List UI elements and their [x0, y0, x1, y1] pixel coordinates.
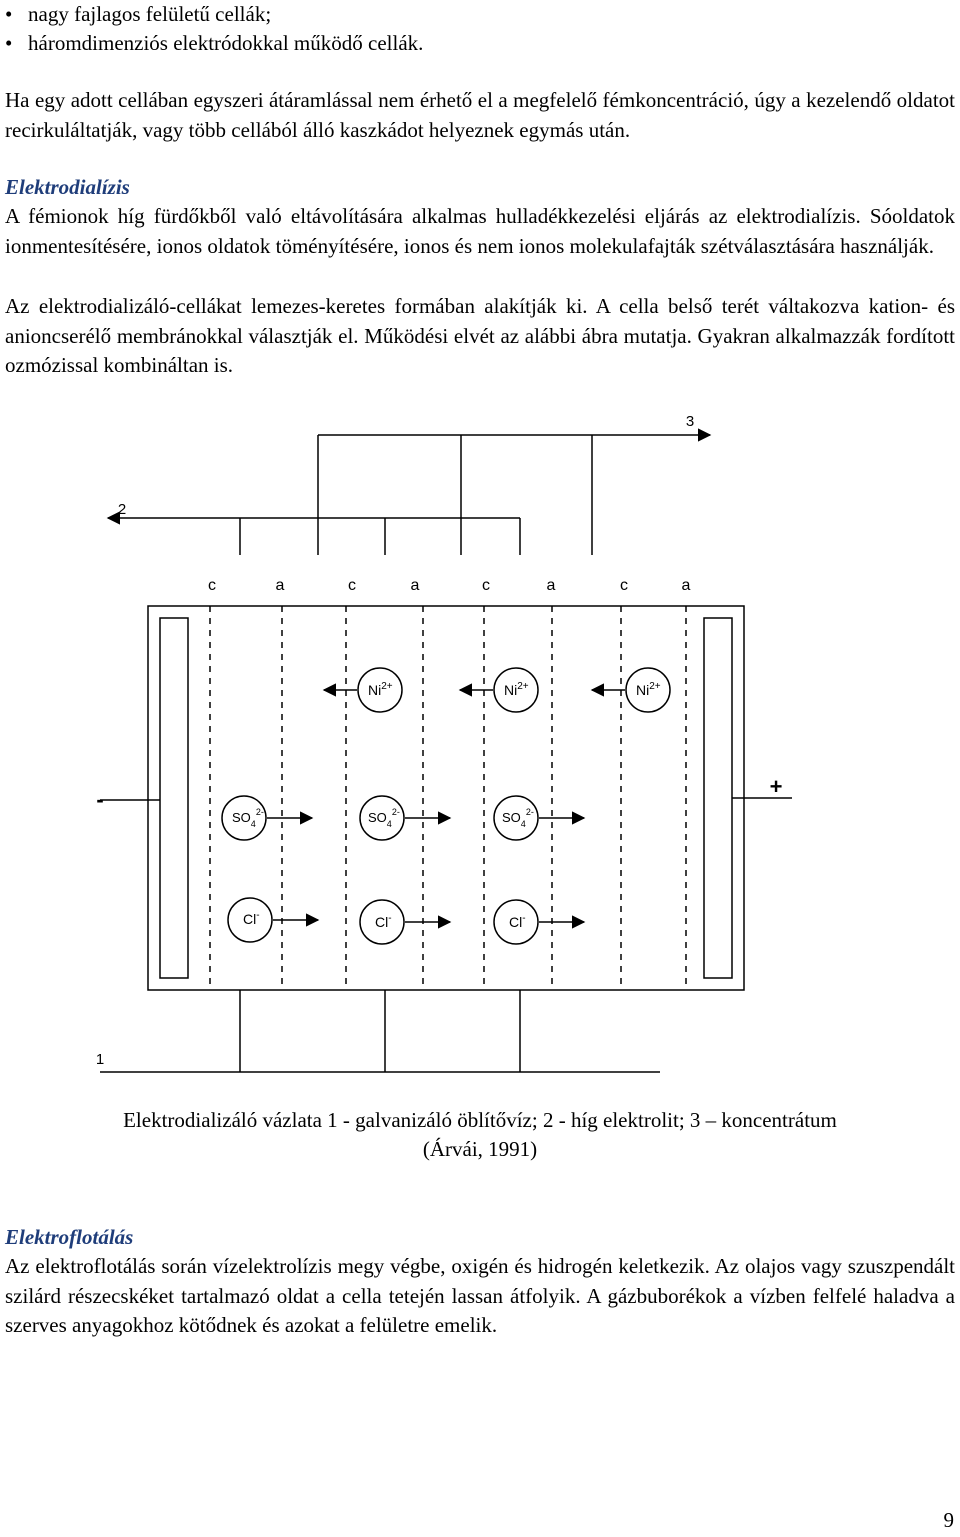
membrane-label: c: [482, 577, 490, 594]
membrane-label: c: [208, 577, 216, 594]
label-3: 3: [685, 413, 695, 430]
bullet-text: háromdimenziós elektródokkal működő cellák.: [28, 31, 424, 55]
membrane-label: a: [546, 577, 556, 594]
figure-caption-line-2: (Árvái, 1991): [422, 1137, 538, 1161]
label-2: 2: [117, 501, 127, 518]
minus-polarity: -: [96, 787, 104, 812]
label-1: 1: [95, 1051, 105, 1068]
paragraph-elektroflotalas: Az elektroflotálás során vízelektrolízis megy végbe, oxigén és hidrogén keletkezik. Az olajos vagy szuszpendált szilárd részecskéket tartalmazó oldat a cella tetején lassan átfolyik. A gázbuborékok a vízben felfelé haladva a szerves anyagokhoz kötődnek és azokat a felületre emelik.: [5, 1254, 955, 1337]
ion-so4: $SO_4^{2-}$: [502, 807, 534, 829]
anode-electrode: [704, 618, 732, 978]
membrane-label: a: [410, 577, 420, 594]
bullet-icon: •: [5, 31, 13, 55]
page-number: 9: [943, 1508, 954, 1532]
bullet-icon: •: [5, 2, 13, 26]
paragraph-recirculation: Ha egy adott cellában egyszeri átáramlással nem érhető el a megfelelő fémkoncentráció, úgy a kezelendő oldatot recirkuláltatják, vagy több cellából álló kaszkádot helyeznek egymás után.: [5, 88, 955, 142]
ion-ni: $Ni^{2+}$: [504, 681, 529, 698]
ion-ni: $Ni^{2+}$: [368, 681, 393, 698]
bullet-text: nagy fajlagos felületű cellák;: [28, 2, 272, 26]
cell-stack-frame: [148, 606, 744, 990]
bullet-item: [0, 29, 423, 58]
cathode-electrode: [160, 618, 188, 978]
membrane-label: a: [681, 577, 691, 594]
bullet-list: [0, 0, 423, 58]
ion-cl: Cl-: [243, 910, 260, 927]
paragraph-elektrodializis-2: Az elektrodializáló-cellákat lemezes-keretes formában alakítják ki. A cella belső terét váltakozva kation- és anioncserélő membránokkal választják el. Működési elvét az alábbi ábra mutatja. Gyakran alkalmazzák fordított ozmózissal kombináltan is.: [5, 294, 955, 377]
ion-so4: $SO_4^{2-}$: [368, 807, 400, 829]
section-heading-elektrodializis: Elektrodialízis: [5, 175, 130, 199]
figure-caption-line-1: Elektrodializáló vázlata 1 - galvanizáló öblítővíz; 2 - híg elektrolit; 3 – koncentrátum: [123, 1108, 837, 1132]
membrane-lines: [210, 606, 686, 990]
membrane-type-labels: [208, 577, 691, 594]
ion-cl: Cl-: [375, 913, 392, 930]
bullet-item: [0, 0, 423, 29]
plus-polarity: +: [769, 774, 783, 799]
membrane-label: c: [348, 577, 356, 594]
ion-cl: Cl-: [509, 913, 526, 930]
electrodialysis-diagram: [0, 400, 960, 1100]
ion-so4: $SO_4^{2-}$: [232, 807, 264, 829]
ion-ni: $Ni^{2+}$: [636, 681, 661, 698]
membrane-label: c: [620, 577, 628, 594]
membrane-label: a: [275, 577, 285, 594]
paragraph-elektrodializis-1: A fémionok híg fürdőkből való eltávolítására alkalmas hulladékkezelési eljárás az elektrodialízis. Sóoldatok ionmentesítésére, ionos oldatok töményítésére, ionos és nem ionos molekulafajták szétválasztására használják.: [5, 204, 955, 258]
section-heading-elektroflotalas: Elektroflotálás: [5, 1225, 134, 1249]
